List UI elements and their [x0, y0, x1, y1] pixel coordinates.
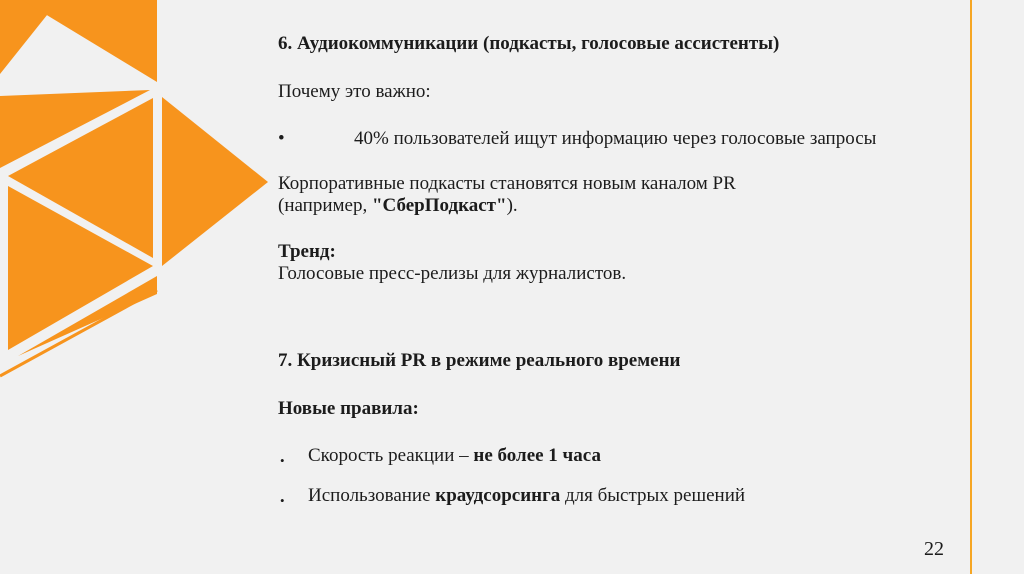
triangle-right [162, 97, 268, 266]
rule-2-bold: краудсорсинга [435, 485, 561, 506]
why-label: Почему это важно: [278, 81, 431, 102]
page-number: 22 [924, 538, 944, 560]
rule-2-post: для быстрых решений [560, 485, 746, 506]
corporate-line-1: Корпоративные подкасты становятся новым каналом PR [278, 173, 736, 194]
podcast-name: "СберПодкаст" [371, 195, 507, 216]
triangle-top [22, 0, 157, 82]
rules-label: Новые правила: [278, 398, 419, 419]
rule-bullet-1 [308, 444, 601, 467]
orange-triangles-decoration [0, 0, 280, 380]
rule-bullet-2 [308, 484, 745, 507]
section6-heading: 6. Аудиокоммуникации (подкасты, голосовые ассистенты) [278, 33, 780, 54]
trend-label: Тренд: [278, 241, 336, 262]
corporate-line-2-pre: (например, [278, 195, 372, 216]
vertical-accent-line [970, 0, 972, 574]
bullet-mark: • [278, 128, 285, 149]
bullet-mark-1: • [280, 453, 285, 468]
corporate-line-2 [278, 194, 518, 217]
corporate-line-2-post: ). [506, 195, 518, 216]
rule-2-text: Использование [308, 485, 436, 506]
rule-1-text: Скорость реакции – [308, 445, 474, 466]
bullet-text: 40% пользователей ищут информацию через голосовые запросы [354, 128, 877, 149]
trend-text: Голосовые пресс-релизы для журналистов. [278, 263, 627, 284]
section7-heading: 7. Кризисный PR в режиме реального времени [278, 350, 681, 371]
rule-1-bold: не более 1 часа [473, 445, 601, 466]
bullet-mark-2: • [280, 493, 285, 508]
